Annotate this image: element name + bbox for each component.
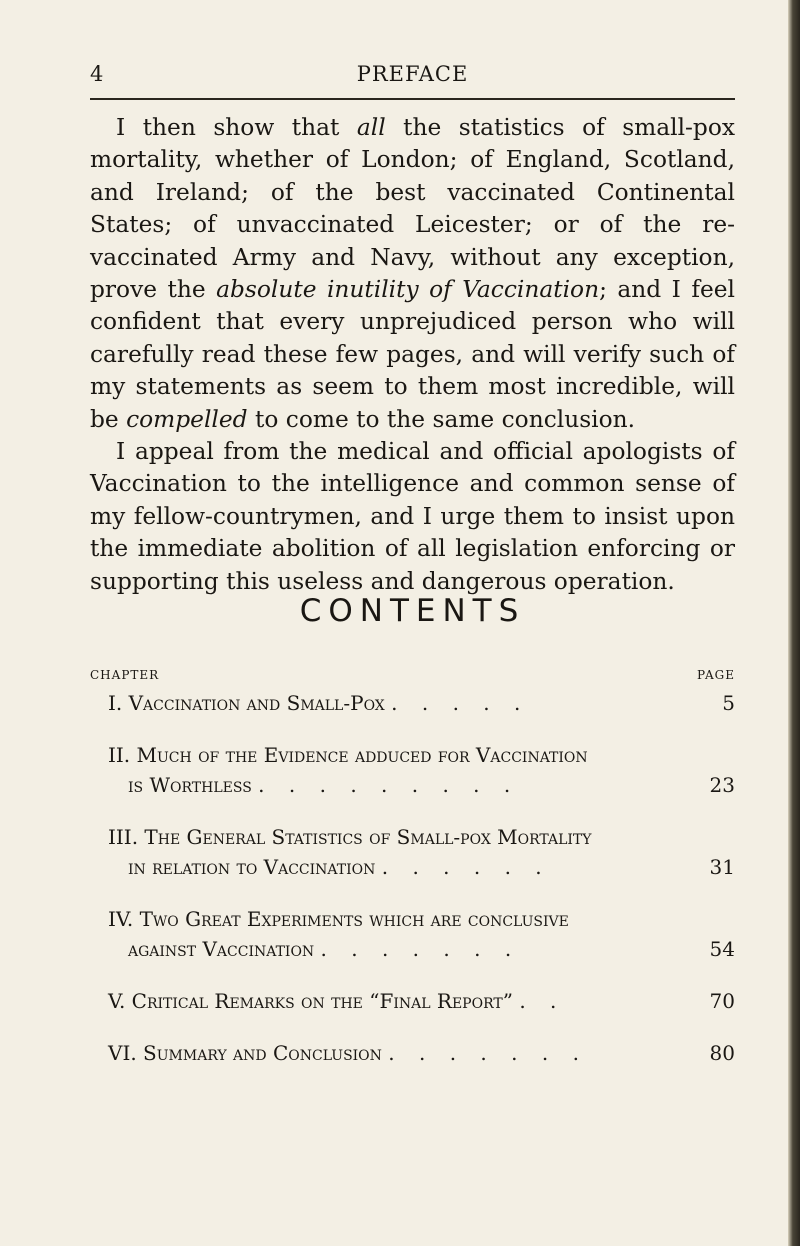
table-of-contents: [90, 688, 735, 1090]
toc-page-number: 5: [722, 691, 735, 715]
toc-entry-4[interactable]: IV. Two Great Experiments which are conclusive against Vaccination . . . . . . . 54: [90, 904, 735, 964]
header-rule: [90, 98, 735, 100]
toc-page-number: 80: [709, 1041, 735, 1065]
page-edge-shadow: [788, 0, 800, 1246]
toc-page-number: 70: [709, 989, 735, 1013]
preface-paragraph-1: I then show that all the statistics of small-pox mortality, whether of London; of England, Scotland, and Ireland; of the best vaccinated Continental States; of unvaccinated Leicester; or of the re-vaccinated Army and Navy, without any exception, prove the absolute inutility of Vaccination; and I feel confident that every unprejudiced person who will carefully read these few pages, and will verify such of my statements as seem to them most incredible, will be compelled to come to the same conclusion.: [90, 114, 735, 433]
toc-entry-1[interactable]: I. Vaccination and Small-Pox . . . . . 5: [90, 688, 735, 718]
contents-column-headers: [90, 668, 735, 684]
toc-entry-3[interactable]: III. The General Statistics of Small-pox Mortality in relation to Vaccination . . . . . . 31: [90, 822, 735, 882]
chapter-label: CHAPTER: [90, 668, 160, 682]
toc-page-number: 23: [709, 773, 735, 797]
preface-text: [90, 112, 735, 598]
running-title: PREFACE: [356, 62, 469, 86]
toc-entry-5[interactable]: V. Critical Remarks on the “Final Report” . . 70: [90, 986, 735, 1016]
toc-entry-2[interactable]: II. Much of the Evidence adduced for Vaccination is Worthless . . . . . . . . . 23: [90, 740, 735, 800]
toc-page-number: 31: [709, 855, 735, 879]
preface-paragraph-2: I appeal from the medical and official apologists of Vaccination to the intelligence and common sense of my fellow-countrymen, and I urge them to insist upon the immediate abolition of all legislation enforcing or supporting this useless and dangerous operation.: [90, 438, 735, 595]
running-header: [90, 62, 735, 92]
page-label: PAGE: [697, 668, 735, 682]
contents-title: CONTENTS: [299, 593, 526, 629]
toc-entry-6[interactable]: VI. Summary and Conclusion . . . . . . . 80: [90, 1038, 735, 1068]
page-number: 4: [90, 62, 105, 86]
toc-page-number: 54: [709, 937, 735, 961]
